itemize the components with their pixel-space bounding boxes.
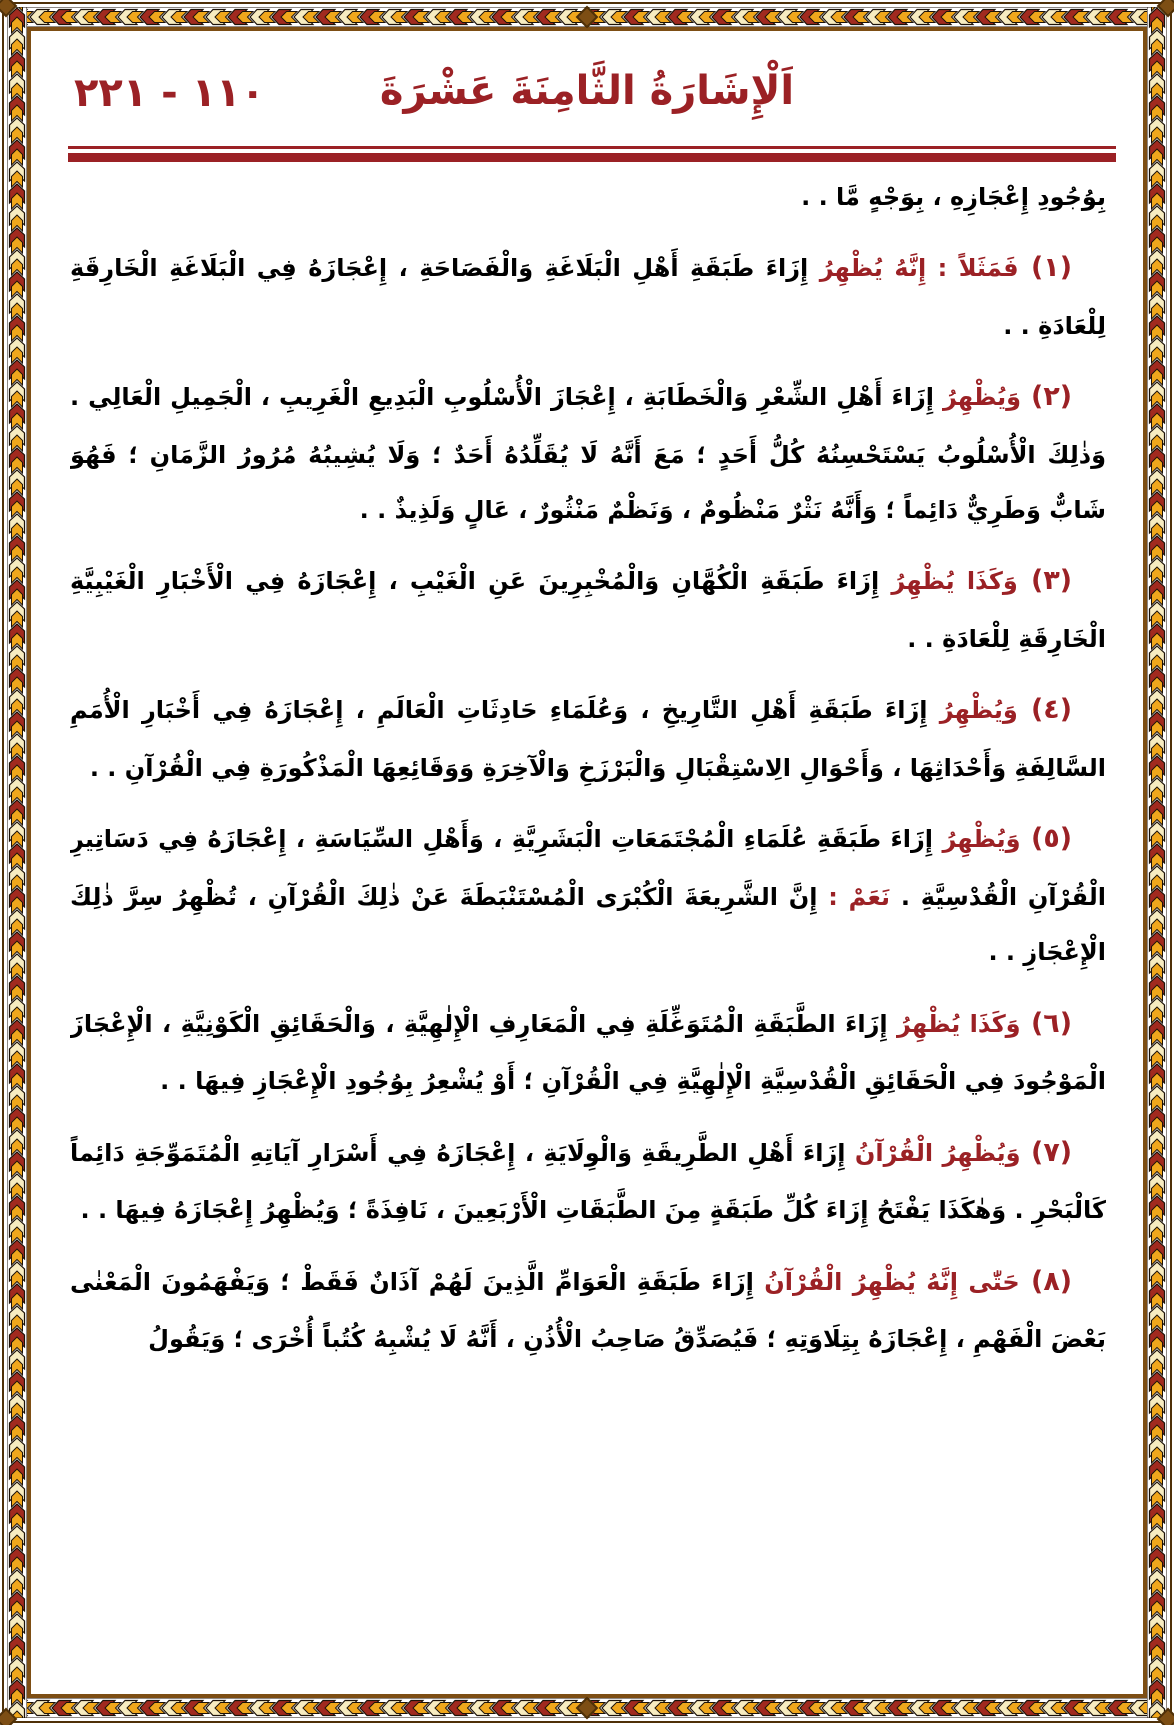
body-text-segment: إِزَاءَ أَهْلِ الطَّرِيقَةِ وَالْوِلَايَةِ ، إِعْجَازَهُ فِي أَسْرَارِ آيَاتِهِ الْمُتَمَوِّجَةِ دَائِماً كَالْبَحْرِ . وَهٰكَذَا يَفْتَحُ إِزَاءَ كُلِّ طَبَقَةٍ مِنَ الطَّبَقَاتِ الْأَرْبَعِينَ ، نَافِذَةً ؛ وَيُظْهِرُ إِعْجَازَهُ فِيهَا . . [70,1138,1106,1225]
ornamental-border-bottom [7,1698,1167,1718]
paragraph-number-marker: (٨) [1019,1265,1073,1297]
emphasis-red-text: فَمَثَلاً : إِنَّهُ يُظْهِرُ [808,254,1019,283]
emphasis-red-text: حَتّٰى إِنَّهُ يُظْهِرُ الْقُرْآنُ [753,1267,1020,1296]
body-text-segment: إِزَاءَ طَبَقَةِ عُلَمَاءِ الْمُجْتَمَعَاتِ الْبَشَرِيَّةِ ، وَأَهْلِ السِّيَاسَةِ ، إِعْجَازَهُ فِي دَسَاتِيرِ الْقُرْآنِ الْقُدْسِيَّةِ . [70,825,1106,912]
paragraph-7 [70,1122,1106,1239]
paragraph-1 [70,237,1106,354]
body-text-segment: إِزَاءَ الطَّبَقَةِ الْمُتَوَغِّلَةِ فِي الْمَعَارِفِ الْإِلٰهِيَّةِ ، وَالْحَقَائِقِ الْكَوْنِيَّةِ ، الْإِعْجَازَ الْمَوْجُودَ فِي الْحَقَائِقِ الْقُدْسِيَّةِ الْإِلٰهِيَّةِ فِي الْقُرْآنِ ؛ أَوْ يُشْعِرُ بِوُجُودِ الْإِعْجَازِ فِيهَا . . [70,1009,1106,1096]
body-text-segment: إِزَاءَ طَبَقَةِ الْكُهَّانِ وَالْمُخْبِرِينَ عَنِ الْغَيْبِ ، إِعْجَازَهُ فِي الْأَخْبَارِ الْغَيْبِيَّةِ الْخَارِقَةِ لِلْعَادَةِ . . [70,567,1106,654]
header-rule-thin [68,146,1116,149]
intro-line: بِوُجُودِ إِعْجَازِهِ ، بِوَجْهٍ مَّا . . [801,183,1106,211]
page-title: اَلْإِشَارَةُ الثَّامِنَةَ عَشْرَةَ [379,68,795,114]
body-text-segment: إِنَّ الشَّرِيعَةَ الْكُبْرَى الْمُسْتَنْبَطَةَ عَنْ ذٰلِكَ الْقُرْآنِ ، تُظْهِرُ سِرَّ ذٰلِكَ الْإِعْجَازِ . . [70,883,1106,967]
paragraph-5 [70,808,1106,980]
body-text-segment: إِزَاءَ طَبَقَةِ أَهْلِ الْبَلَاغَةِ وَالْفَصَاحَةِ ، إِعْجَازَهُ فِي الْبَلَاغَةِ الْخَارِقَةِ لِلْعَادَةِ . . [70,254,1106,340]
emphasis-red-text: وَيُظْهِرُ الْقُرْآنُ [845,1138,1021,1167]
paragraph-3 [70,550,1106,667]
ornamental-border-top [7,7,1167,27]
body-paragraphs [70,237,1106,1367]
emphasis-red-text: وَكَذَا يُظْهِرُ [879,567,1018,596]
emphasis-red-text: وَيُظْهِرُ [934,383,1022,412]
paragraph-2 [70,366,1106,538]
paragraph-number-marker: (٦) [1020,1007,1072,1039]
emphasis-red-text: وَيُظْهِرُ [927,696,1018,725]
paragraph-number-marker: (٧) [1020,1136,1073,1168]
paragraph-number-marker: (٥) [1020,823,1073,855]
body-text-segment: إِزَاءَ أَهْلِ الشِّعْرِ وَالْخَطَابَةِ ، إِعْجَازَ الْأُسْلُوبِ الْبَدِيعِ الْغَرِيبِ ، الْجَمِيلِ الْعَالِي . وَذٰلِكَ الْأُسْلُوبُ يَسْتَحْسِنُهُ كُلُّ أَحَدٍ ؛ مَعَ أَنَّهُ لَا يُقَلِّدُهُ أَحَدٌ ؛ وَلَا يُشِيبُهُ مُرُورُ الزَّمَانِ ؛ فَهُوَ شَابٌّ وَطَرِيٌّ دَائِماً ؛ وَأَنَّهُ نَثْرٌ مَنْظُومٌ ، وَنَظْمٌ مَنْثُورٌ ، عَالٍ وَلَذِيذٌ . . [70,383,1106,525]
header-rule [68,146,1116,162]
paragraph-number-marker: (٣) [1017,565,1073,597]
paragraph-6 [70,993,1106,1110]
paragraph-8 [70,1251,1106,1368]
emphasis-red-text: نَعَمْ : [817,883,891,912]
emphasis-red-text: وَيُظْهِرُ [933,825,1021,854]
ornamental-border-right [1147,7,1167,1718]
paragraph-number-marker: (٤) [1017,694,1072,726]
ornamental-border-left [7,7,27,1718]
paragraph-number-marker: (٢) [1021,381,1073,413]
header-rule-thick [68,153,1116,162]
body-text [70,170,1106,1689]
paragraph-4 [70,679,1106,796]
emphasis-red-text: وَكَذَا يُظْهِرُ [887,1009,1021,1038]
body-text-segment: إِزَاءَ طَبَقَةِ الْعَوَامِّ الَّذِينَ لَهُمْ آذَانٌ فَقَطْ ؛ وَيَفْهَمُونَ الْمَعْنٰى بَعْضَ الْفَهْمِ ، إِعْجَازَهُ بِتِلَاوَتِهِ ؛ فَيُصَدِّقُ صَاحِبُ الْأُذُنِ ، أَنَّهُ لَا يُشْبِهُ كُتُباً أُخْرَى ؛ وَيَقُولُ [70,1267,1106,1354]
page-number: ١١٠ - ٢٢١ [74,70,265,116]
paragraph-number-marker: (١) [1018,252,1072,284]
body-text-segment: إِزَاءَ طَبَقَةِ أَهْلِ التَّارِيخِ ، وَعُلَمَاءِ حَادِثَاتِ الْعَالَمِ ، إِعْجَازَهُ فِي أَخْبَارِ الْأُمَمِ السَّالِفَةِ وَأَحْدَاثِهَا ، وَأَحْوَالِ الِاسْتِقْبَالِ وَالْبَرْزَخِ وَالْآخِرَةِ وَوَقَائِعِهَا الْمَذْكُورَةِ فِي الْقُرْآنِ . . [70,696,1106,783]
